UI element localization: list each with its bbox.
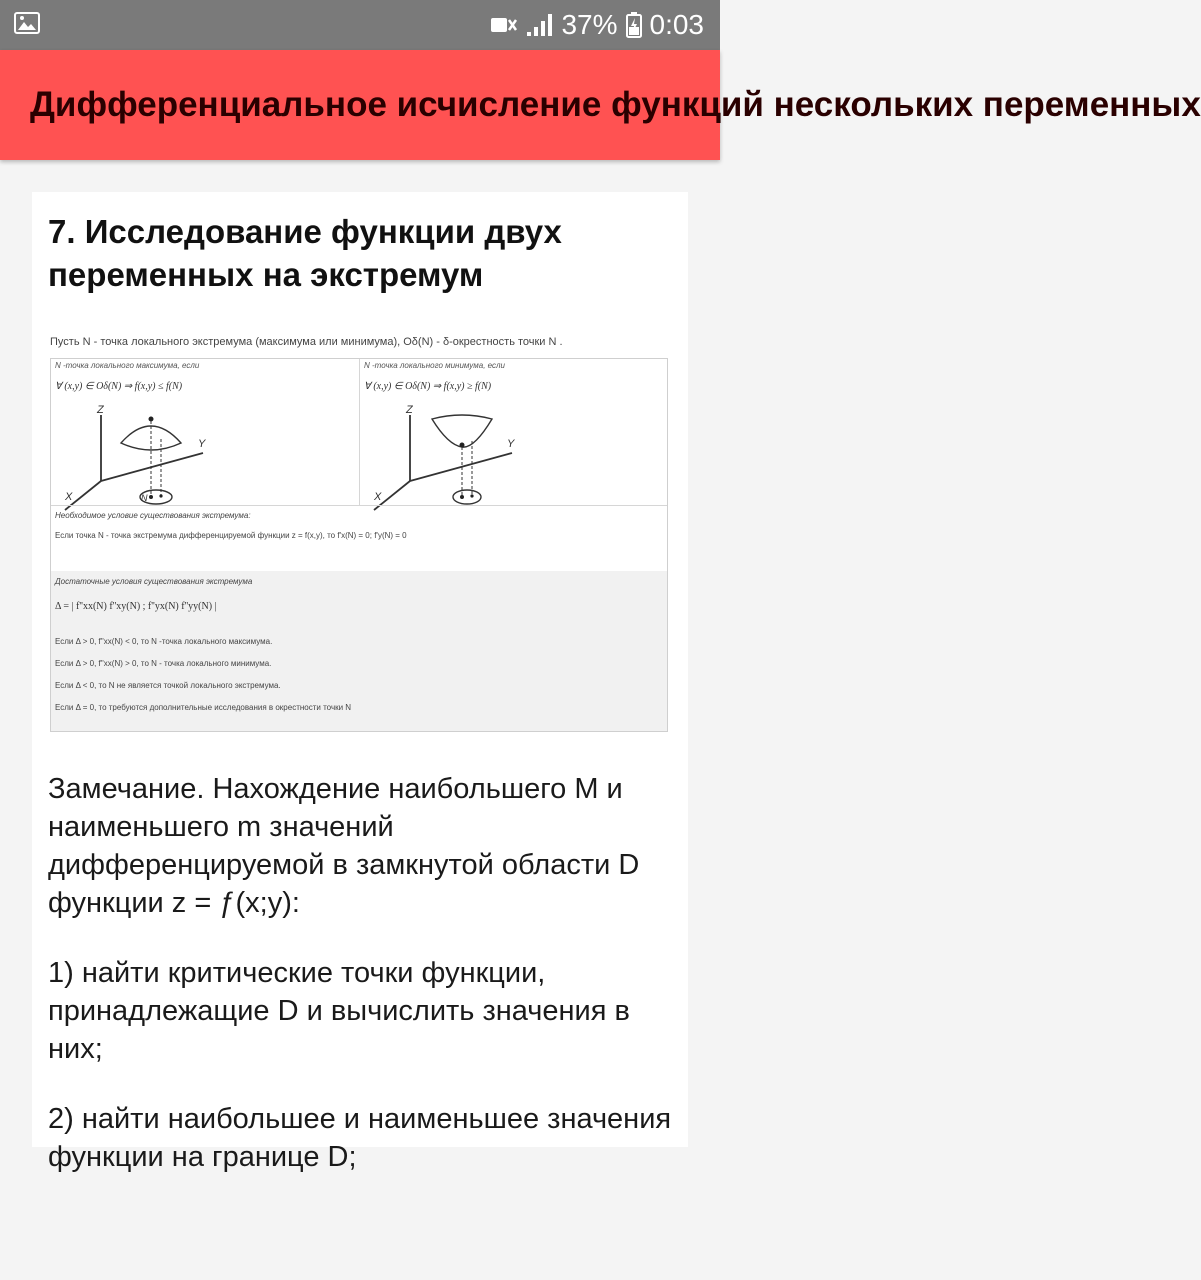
content-card[interactable]	[32, 192, 688, 1173]
figure-table	[50, 358, 668, 732]
sufficient-title: Достаточные условия существования экстремума	[55, 577, 253, 586]
point-n-label: N	[141, 493, 148, 503]
necessary-title: Необходимое условие существования экстремума:	[55, 511, 251, 520]
min-formula: ∀ (x,y) ∈ Oδ(N) ⇒ f(x,y) ≥ f(N)	[364, 381, 492, 392]
section-title: 7. Исследование функции двух переменных на экстремум	[48, 213, 562, 293]
image-icon	[14, 12, 40, 39]
signal-icon	[525, 12, 553, 38]
step-2-paragraph: 2) найти наибольшее и наименьшее значения функции на границе D;	[48, 1103, 672, 1173]
condition-1: Если Δ > 0, f''xx(N) < 0, то N -точка локального максимума.	[55, 637, 273, 646]
remark-paragraph: Замечание. Нахождение наибольшего M и наименьшего m значений дифференцируемой в замкнутой области D функции z = ƒ(x;y):	[48, 773, 640, 919]
max-caption: N -точка локального максимума, если	[55, 361, 200, 370]
extremum-figure	[48, 332, 670, 732]
battery-icon	[626, 12, 642, 38]
max-graph	[53, 405, 353, 503]
app-bar-title: Дифференциальное исчисление функций нескольких переменных	[30, 85, 1201, 124]
axis-y-label: Y	[198, 438, 206, 450]
condition-3: Если Δ < 0, то N не является точкой локального экстремума.	[55, 681, 281, 690]
clock: 0:03	[649, 9, 704, 40]
condition-4: Если Δ = 0, то требуются дополнительные исследования в окрестности точки N	[55, 703, 352, 712]
max-formula: ∀ (x,y) ∈ Oδ(N) ⇒ f(x,y) ≤ f(N)	[55, 381, 183, 392]
battery-percent: 37%	[561, 9, 618, 40]
necessary-text: Если точка N - точка экстремума дифференцируемой функции z = f(x,y), то f'x(N) = 0; f'y(N) = 0	[55, 531, 407, 540]
axis-x-label: X	[65, 491, 73, 503]
axis-z-label: Z	[97, 404, 104, 416]
divider	[51, 505, 667, 506]
axis-y-label: Y	[507, 438, 515, 450]
min-cell	[360, 359, 667, 505]
axis-z-label: Z	[406, 404, 413, 416]
min-caption: N -точка локального минимума, если	[364, 361, 505, 370]
axis-x-label: X	[374, 491, 382, 503]
figure-intro: Пусть N - точка локального экстремума (максимума или минимума), Oδ(N) - δ-окрестность точки N .	[50, 336, 563, 348]
sufficient-block	[51, 571, 667, 731]
max-cell	[51, 359, 360, 505]
mute-icon	[489, 12, 517, 38]
app-bar	[0, 50, 1201, 160]
status-bar	[0, 0, 720, 50]
step-1-paragraph: 1) найти критические точки функции, принадлежащие D и вычислить значения в них;	[48, 957, 630, 1065]
min-graph	[362, 405, 662, 503]
delta-formula: Δ = | f''xx(N) f''xy(N) ; f''yx(N) f''yy(N) |	[55, 601, 217, 612]
condition-2: Если Δ > 0, f''xx(N) > 0, то N - точка локального минимума.	[55, 659, 272, 668]
